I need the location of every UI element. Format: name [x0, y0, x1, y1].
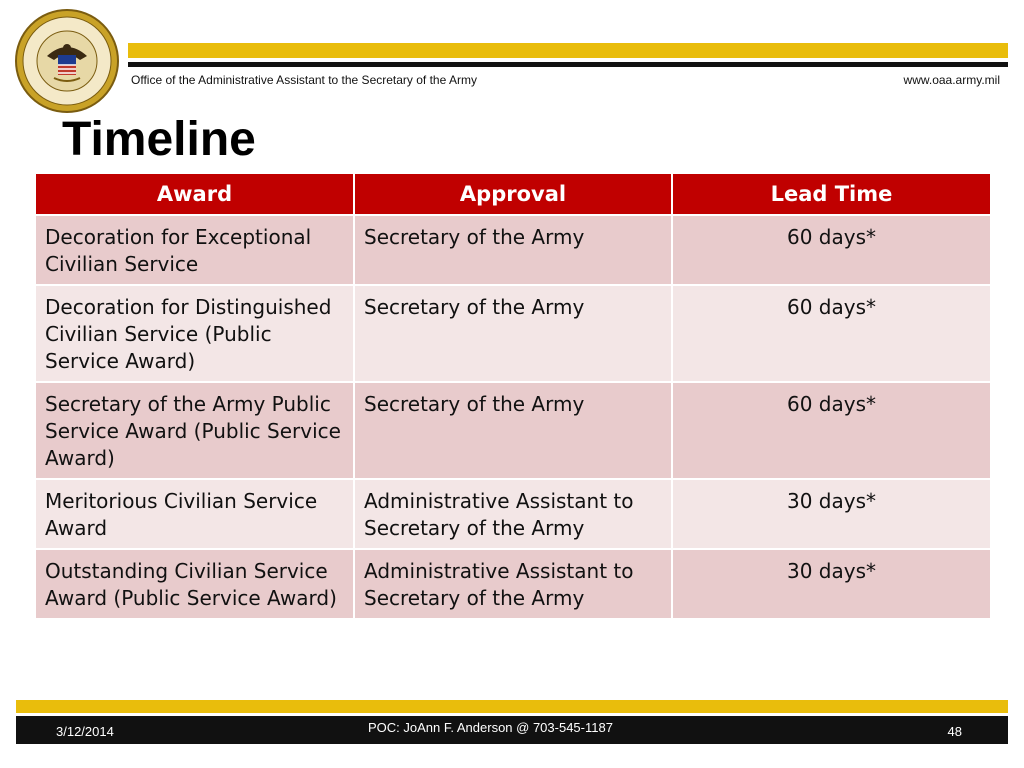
- approval-cell: Administrative Assistant to Secretary of the Army: [354, 479, 672, 549]
- award-cell: Outstanding Civilian Service Award (Public Service Award): [35, 549, 354, 619]
- footer-gold-bar: [16, 700, 1008, 713]
- table-row: [35, 285, 991, 382]
- column-header-approval: Approval: [354, 173, 672, 215]
- timeline-table: [34, 172, 992, 620]
- table-row: [35, 215, 991, 285]
- footer-poc: POC: JoAnn F. Anderson @ 703-545-1187: [368, 720, 613, 735]
- award-cell: Decoration for Exceptional Civilian Service: [35, 215, 354, 285]
- table-header-row: [35, 173, 991, 215]
- lead-time-cell: 30 days*: [672, 549, 991, 619]
- table-row: [35, 549, 991, 619]
- lead-time-cell: 30 days*: [672, 479, 991, 549]
- column-header-award: Award: [35, 173, 354, 215]
- approval-cell: Secretary of the Army: [354, 215, 672, 285]
- lead-time-cell: 60 days*: [672, 215, 991, 285]
- header-gold-bar: [128, 43, 1008, 58]
- slide-title: Timeline: [62, 113, 256, 166]
- footer-date: 3/12/2014: [56, 724, 114, 739]
- approval-cell: Secretary of the Army: [354, 382, 672, 479]
- org-url-link[interactable]: www.oaa.army.mil: [903, 73, 1000, 87]
- footer-bar: [16, 716, 1008, 744]
- award-cell: Meritorious Civilian Service Award: [35, 479, 354, 549]
- org-name: Office of the Administrative Assistant to the Secretary of the Army: [131, 73, 477, 87]
- lead-time-cell: 60 days*: [672, 382, 991, 479]
- approval-cell: Administrative Assistant to Secretary of the Army: [354, 549, 672, 619]
- column-header-lead-time: Lead Time: [672, 173, 991, 215]
- award-cell: Secretary of the Army Public Service Award (Public Service Award): [35, 382, 354, 479]
- table-row: [35, 479, 991, 549]
- table-row: [35, 382, 991, 479]
- oaa-seal-icon: [14, 8, 120, 114]
- header-black-rule: [128, 62, 1008, 67]
- approval-cell: Secretary of the Army: [354, 285, 672, 382]
- lead-time-cell: 60 days*: [672, 285, 991, 382]
- page-number: 48: [947, 724, 962, 739]
- award-cell: Decoration for Distinguished Civilian Service (Public Service Award): [35, 285, 354, 382]
